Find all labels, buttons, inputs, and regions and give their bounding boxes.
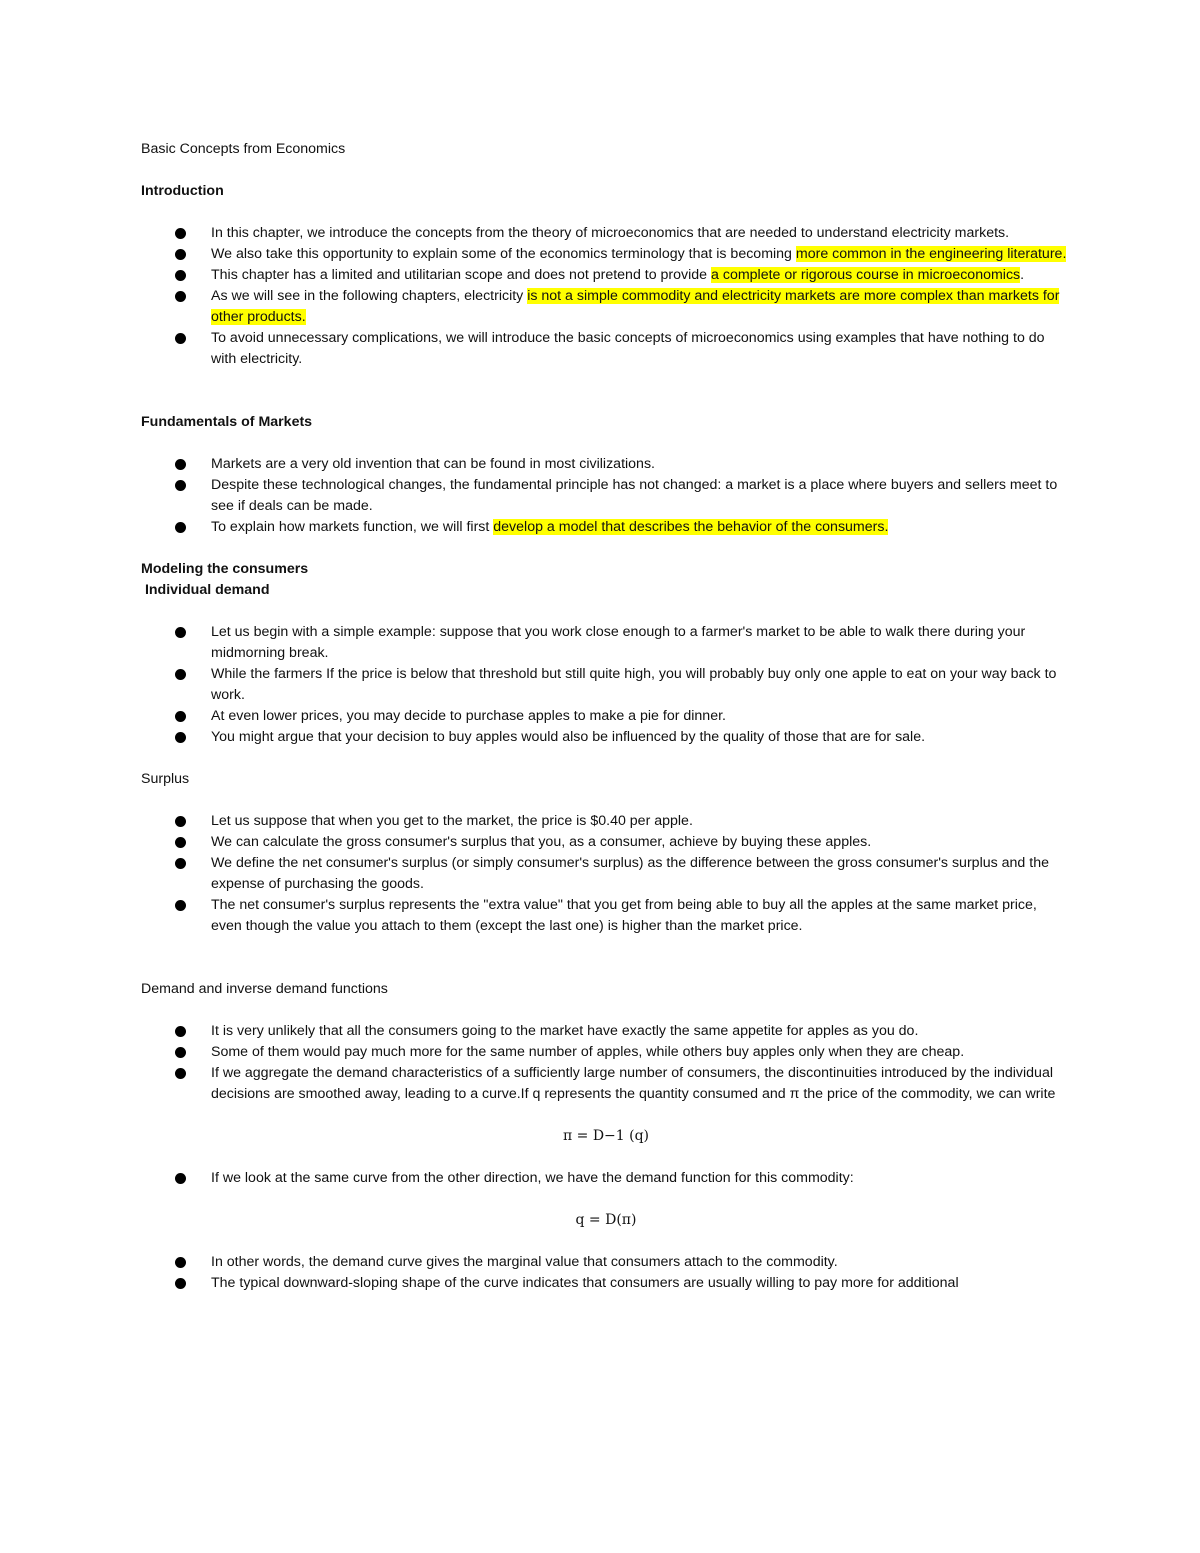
list-item bbox=[141, 706, 1071, 727]
item-text: Markets are a very old invention that can be found in most civilizations. bbox=[211, 456, 655, 472]
bullet-icon bbox=[175, 291, 186, 302]
fundamentals-list bbox=[141, 454, 1071, 538]
list-item bbox=[141, 454, 1071, 475]
bullet-icon bbox=[175, 333, 186, 344]
list-item bbox=[141, 286, 1071, 328]
surplus-list bbox=[141, 811, 1071, 937]
bullet-icon bbox=[175, 732, 186, 743]
bullet-icon bbox=[175, 249, 186, 260]
list-item bbox=[141, 517, 1071, 538]
introduction-list bbox=[141, 223, 1071, 370]
item-text: As we will see in the following chapters, electricity bbox=[211, 288, 528, 304]
list-item bbox=[141, 475, 1071, 517]
list-item bbox=[141, 1273, 1071, 1294]
item-text: At even lower prices, you may decide to purchase apples to make a pie for dinner. bbox=[211, 708, 726, 724]
item-text: We can calculate the gross consumer's surplus that you, as a consumer, achieve by buying these apples. bbox=[211, 834, 872, 850]
bullet-icon bbox=[175, 270, 186, 281]
item-text: In other words, the demand curve gives the marginal value that consumers attach to the commodity. bbox=[211, 1254, 838, 1270]
bullet-icon bbox=[175, 228, 186, 239]
document-title: Basic Concepts from Economics bbox=[141, 141, 346, 157]
bullet-icon bbox=[175, 1026, 186, 1037]
item-text: We also take this opportunity to explain some of the economics terminology that is becoming bbox=[211, 246, 796, 262]
modeling-heading: Modeling the consumers bbox=[141, 561, 309, 577]
item-text: In this chapter, we introduce the concepts from the theory of microeconomics that are needed to understand electricity markets. bbox=[211, 225, 1010, 241]
item-text: Despite these technological changes, the fundamental principle has not changed: a market is a place where buyers and sellers meet to see if deals can be made. bbox=[211, 477, 1058, 514]
list-item bbox=[141, 328, 1071, 370]
list-item bbox=[141, 622, 1071, 664]
demand-list-3 bbox=[141, 1252, 1071, 1294]
surplus-heading: Surplus bbox=[141, 771, 190, 787]
highlighted-text: a complete or rigorous course in microeconomics bbox=[711, 267, 1021, 283]
highlighted-text: develop a model that describes the behavior of the consumers. bbox=[493, 519, 889, 535]
item-text: If we aggregate the demand characteristics of a sufficiently large number of consumers, the discontinuities introduced by the individual decisions are smoothed away, leading to a curve.If q represents the quantity consumed and π the price of the commodity, we can write bbox=[211, 1065, 1056, 1102]
bullet-icon bbox=[175, 837, 186, 848]
list-item bbox=[141, 1021, 1071, 1042]
bullet-icon bbox=[175, 816, 186, 827]
fundamentals-heading: Fundamentals of Markets bbox=[141, 414, 313, 430]
item-text: Let us begin with a simple example: suppose that you work close enough to a farmer's market to be able to walk there during your midmorning break. bbox=[211, 624, 1026, 661]
list-item bbox=[141, 1168, 1071, 1189]
bullet-icon bbox=[175, 1047, 186, 1058]
document-page bbox=[141, 139, 1071, 1294]
bullet-icon bbox=[175, 669, 186, 680]
item-text: Some of them would pay much more for the same number of apples, while others buy apples only when they are cheap. bbox=[211, 1044, 965, 1060]
highlighted-text: more common in the engineering literature. bbox=[795, 246, 1067, 262]
inverse-demand-equation: π = D−1 (q) bbox=[562, 1128, 650, 1144]
demand-list bbox=[141, 1021, 1071, 1105]
list-item bbox=[141, 223, 1071, 244]
bullet-icon bbox=[175, 1278, 186, 1289]
demand-equation: q = D(π) bbox=[575, 1212, 637, 1228]
individual-demand-subheading: Individual demand bbox=[141, 582, 270, 598]
bullet-icon bbox=[175, 1257, 186, 1268]
item-text: We define the net consumer's surplus (or simply consumer's surplus) as the difference between the gross consumer's surplus and the expense of purchasing the goods. bbox=[211, 855, 1049, 892]
item-text: To explain how markets function, we will first bbox=[211, 519, 494, 535]
item-text: If we look at the same curve from the other direction, we have the demand function for this commodity: bbox=[211, 1170, 854, 1186]
item-text: The net consumer's surplus represents the "extra value" that you get from being able to buy all the apples at the same market price, even though the value you attach to them (except the last one) is higher than the market price. bbox=[211, 897, 1037, 934]
bullet-icon bbox=[175, 900, 186, 911]
bullet-icon bbox=[175, 459, 186, 470]
list-item bbox=[141, 853, 1071, 895]
bullet-icon bbox=[175, 1173, 186, 1184]
list-item bbox=[141, 1063, 1071, 1105]
list-item bbox=[141, 895, 1071, 937]
demand-heading: Demand and inverse demand functions bbox=[141, 981, 388, 997]
list-item bbox=[141, 664, 1071, 706]
item-text: The typical downward-sloping shape of the curve indicates that consumers are usually willing to pay more for additional bbox=[211, 1275, 959, 1291]
bullet-icon bbox=[175, 858, 186, 869]
bullet-icon bbox=[175, 1068, 186, 1079]
highlighted-text: is not a simple commodity and electricity markets are more complex than markets for other products. bbox=[211, 288, 1060, 325]
item-text: This chapter has a limited and utilitarian scope and does not pretend to provide bbox=[211, 267, 712, 283]
list-item bbox=[141, 1252, 1071, 1273]
list-item bbox=[141, 244, 1071, 265]
item-text: To avoid unnecessary complications, we will introduce the basic concepts of microeconomics using examples that have nothing to do with electricity. bbox=[211, 330, 1045, 367]
item-text: While the farmers If the price is below that threshold but still quite high, you will probably buy only one apple to eat on your way back to work. bbox=[211, 666, 1057, 703]
list-item bbox=[141, 832, 1071, 853]
modeling-list bbox=[141, 622, 1071, 748]
bullet-icon bbox=[175, 522, 186, 533]
item-text: It is very unlikely that all the consumers going to the market have exactly the same appetite for apples as you do. bbox=[211, 1023, 919, 1039]
bullet-icon bbox=[175, 711, 186, 722]
introduction-heading: Introduction bbox=[141, 183, 224, 199]
list-item bbox=[141, 265, 1071, 286]
item-text: . bbox=[1020, 267, 1025, 283]
item-text: You might argue that your decision to buy apples would also be influenced by the quality of those that are for sale. bbox=[211, 729, 926, 745]
list-item bbox=[141, 727, 1071, 748]
demand-list-2 bbox=[141, 1168, 1071, 1189]
list-item bbox=[141, 1042, 1071, 1063]
item-text: Let us suppose that when you get to the market, the price is $0.40 per apple. bbox=[211, 813, 693, 829]
bullet-icon bbox=[175, 627, 186, 638]
list-item bbox=[141, 811, 1071, 832]
bullet-icon bbox=[175, 480, 186, 491]
